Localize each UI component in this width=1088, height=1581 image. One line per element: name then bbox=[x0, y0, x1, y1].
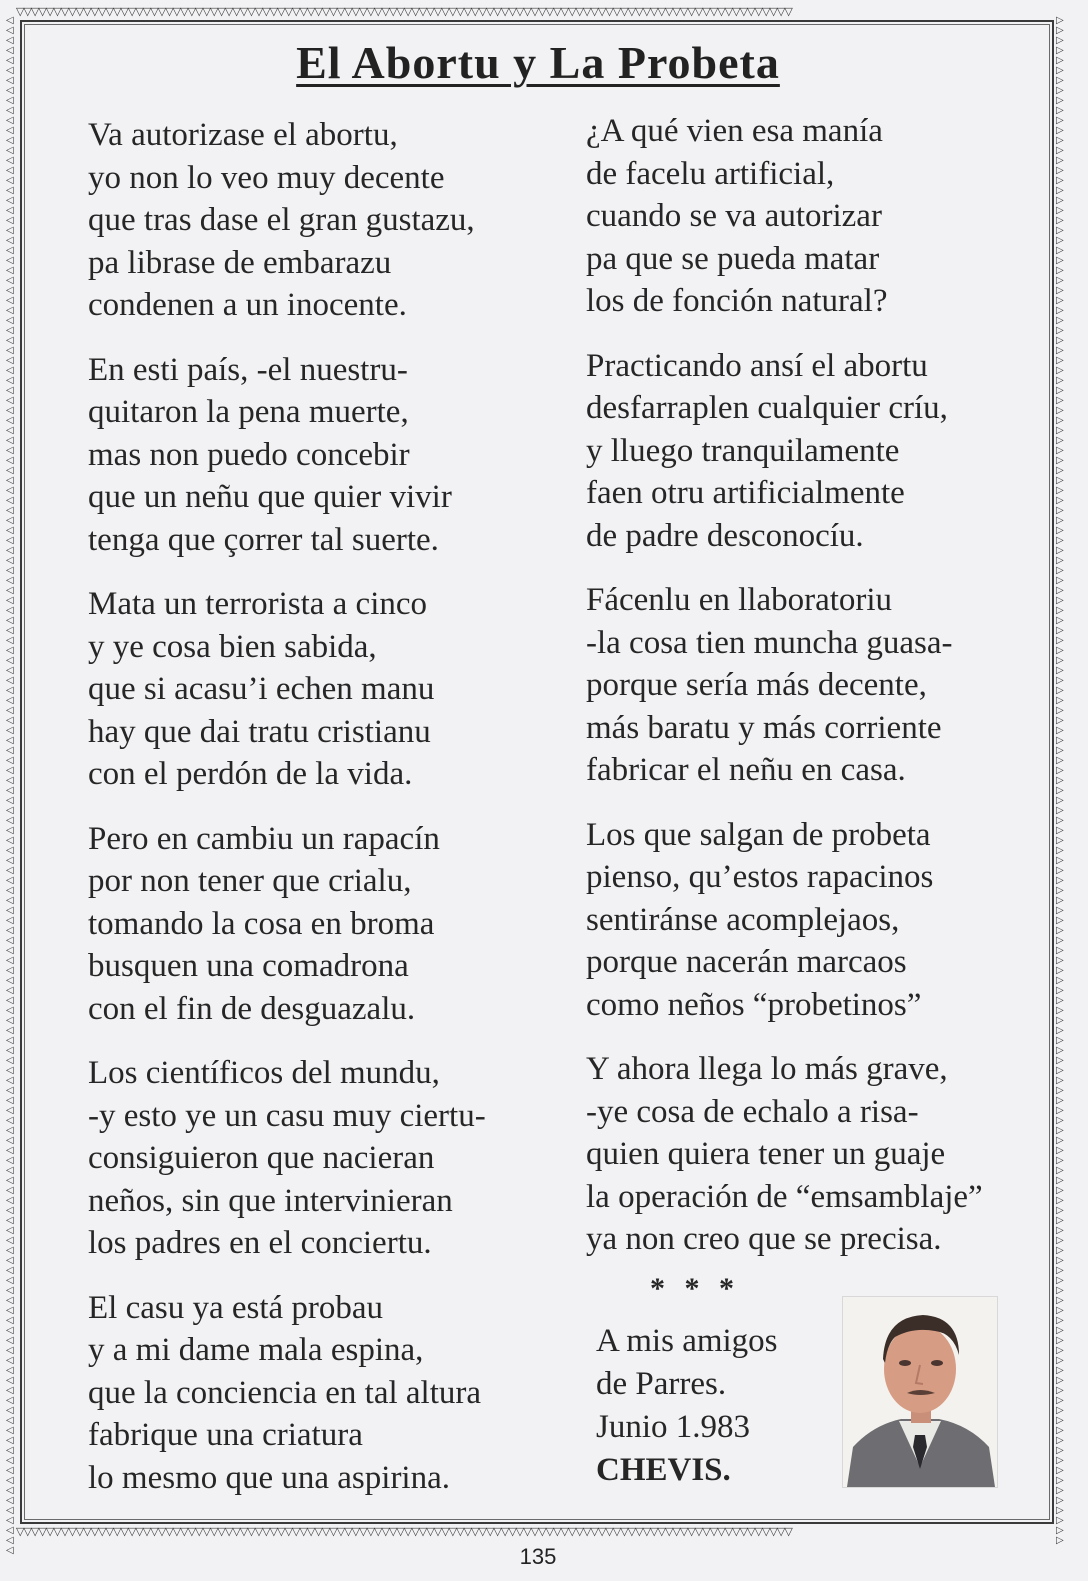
right-column bbox=[586, 110, 1026, 1283]
verse-line: faen otru artificialmente bbox=[586, 475, 905, 511]
dedication-line-2: de Parres. bbox=[596, 1366, 727, 1402]
frame-border-bottom: ▽▽▽▽▽▽▽▽▽▽▽▽▽▽▽▽▽▽▽▽▽▽▽▽▽▽▽▽▽▽▽▽▽▽▽▽▽▽▽▽▽▽▽▽▽▽▽▽▽▽▽▽▽▽▽▽▽▽▽▽▽▽▽▽▽▽▽▽▽▽▽▽▽▽▽▽▽▽▽▽▽▽▽▽▽▽▽▽▽▽▽▽▽▽▽▽▽▽▽▽▽▽▽▽ bbox=[16, 1525, 792, 1538]
stanza bbox=[88, 818, 558, 1031]
verse-line: porque nacerán marcaos bbox=[586, 944, 907, 980]
verse-line: con el perdón de la vida. bbox=[88, 756, 413, 792]
verse-line: pienso, qu’estos rapacinos bbox=[586, 859, 934, 895]
verse-line: que si acasu’i echen manu bbox=[88, 671, 435, 707]
verse-line: de facelu artificial, bbox=[586, 155, 835, 192]
verse-line: por non tener que crialu, bbox=[88, 863, 412, 899]
verse-line: mas non puedo concebir bbox=[88, 436, 410, 473]
verse-line: condenen a un inocente. bbox=[88, 287, 407, 323]
verse-line: que la conciencia en tal altura bbox=[88, 1374, 482, 1411]
verse-line: cuando se va autorizar bbox=[586, 198, 882, 234]
verse-line: y lluego tranquilamente bbox=[586, 432, 900, 469]
dedication-line-1: A mis amigos bbox=[596, 1323, 778, 1359]
verse-line: consiguieron que nacieran bbox=[88, 1140, 435, 1176]
verse-line: -y esto ye un casu muy ciertu- bbox=[88, 1097, 486, 1134]
verse-line: Va autorizase el abortu, bbox=[88, 117, 398, 153]
stanza bbox=[586, 1048, 1026, 1261]
verse-line: con el fin de desguazalu. bbox=[88, 990, 416, 1027]
verse-line: En esti país, -el nuestru- bbox=[88, 351, 408, 388]
dedication-block bbox=[596, 1320, 778, 1492]
verse-line: Los científicos del mundu, bbox=[88, 1055, 440, 1091]
verse-line: más baratu y más corriente bbox=[586, 709, 942, 746]
verse-line: como neños “probetinos” bbox=[586, 986, 922, 1023]
page-number: 135 bbox=[519, 1544, 557, 1569]
verse-line: pa librase de embarazu bbox=[88, 244, 392, 281]
author-signature: CHEVIS. bbox=[596, 1452, 731, 1488]
verse-line: tenga que çorrer tal suerte. bbox=[88, 521, 439, 558]
verse-line: fabricar el neñu en casa. bbox=[586, 752, 906, 788]
stanza bbox=[88, 583, 558, 796]
verse-line: quitaron la pena muerte, bbox=[88, 394, 409, 430]
verse-line: yo non lo veo muy decente bbox=[88, 159, 445, 196]
verse-line: porque sería más decente, bbox=[586, 667, 927, 703]
verse-line: busquen una comadrona bbox=[88, 948, 409, 984]
stanza bbox=[88, 349, 558, 562]
frame-border-right: ▷▷▷▷▷▷▷▷▷▷▷▷▷▷▷▷▷▷▷▷▷▷▷▷▷▷▷▷▷▷▷▷▷▷▷▷▷▷▷▷▷▷▷▷▷▷▷▷▷▷▷▷▷▷▷▷▷▷▷▷▷▷▷▷▷▷▷▷▷▷▷▷▷▷▷▷▷▷▷▷▷▷▷▷▷▷▷▷▷▷▷▷▷▷▷▷▷▷▷▷▷▷▷▷▷▷▷▷▷▷▷▷▷▷▷▷▷▷▷▷▷▷▷▷▷▷▷▷▷▷▷▷▷▷▷▷▷▷▷▷▷▷▷▷▷▷▷▷▷▷▷▷▷ bbox=[1056, 15, 1063, 1546]
stanza bbox=[88, 1052, 558, 1265]
verse-line: Mata un terrorista a cinco bbox=[88, 586, 428, 622]
verse-line: fabrique una criatura bbox=[88, 1417, 363, 1453]
verse-line: desfarraplen cualquier críu, bbox=[586, 390, 948, 426]
verse-line: El casu ya está probau bbox=[88, 1289, 384, 1326]
stanza bbox=[586, 110, 1026, 323]
verse-line: tomando la cosa en broma bbox=[88, 905, 435, 942]
verse-line: ¿A qué vien esa manía bbox=[586, 113, 883, 149]
verse-line: quien quiera tener un guaje bbox=[586, 1136, 946, 1172]
portrait-image bbox=[843, 1297, 997, 1487]
verse-line: pa que se pueda matar bbox=[586, 240, 880, 277]
stanza bbox=[586, 345, 1026, 558]
verse-line: sentiránse acomplejaos, bbox=[586, 901, 900, 938]
verse-line: la operación de “emsamblaje” bbox=[586, 1178, 983, 1215]
poem-title: El Abortu y La Probeta bbox=[296, 37, 780, 88]
verse-line: y ye cosa bien sabida, bbox=[88, 628, 377, 665]
stanza bbox=[586, 579, 1026, 792]
stanza bbox=[586, 814, 1026, 1027]
stanza bbox=[88, 114, 558, 327]
dedication-date: Junio 1.983 bbox=[596, 1409, 751, 1445]
verse-line: Pero en cambiu un rapacín bbox=[88, 820, 440, 857]
verse-line: ya non creo que se precisa. bbox=[586, 1221, 942, 1257]
verse-line: de padre desconocíu. bbox=[586, 517, 864, 554]
verse-line: Los que salgan de probeta bbox=[586, 816, 931, 853]
verse-line: -ye cosa de echalo a risa- bbox=[586, 1093, 919, 1130]
verse-line: los de fonción natural? bbox=[586, 283, 888, 319]
left-column bbox=[88, 114, 558, 1521]
verse-line: Fácenlu en llaboratoriu bbox=[586, 582, 893, 618]
verse-line: y a mi dame mala espina, bbox=[88, 1332, 424, 1368]
stanza bbox=[88, 1287, 558, 1500]
verse-line: lo mesmo que una aspirina. bbox=[88, 1459, 451, 1496]
verse-line: que tras dase el gran gustazu, bbox=[88, 202, 475, 238]
verse-line: los padres en el conciertu. bbox=[88, 1225, 432, 1261]
separator-stars: * * * bbox=[650, 1272, 740, 1305]
verse-line: Y ahora llega lo más grave, bbox=[586, 1051, 948, 1087]
frame-border-left: ◁◁◁◁◁◁◁◁◁◁◁◁◁◁◁◁◁◁◁◁◁◁◁◁◁◁◁◁◁◁◁◁◁◁◁◁◁◁◁◁◁◁◁◁◁◁◁◁◁◁◁◁◁◁◁◁◁◁◁◁◁◁◁◁◁◁◁◁◁◁◁◁◁◁◁◁◁◁◁◁◁◁◁◁◁◁◁◁◁◁◁◁◁◁◁◁◁◁◁◁◁◁◁◁◁◁◁◁◁◁◁◁◁◁◁◁◁◁◁◁◁◁◁◁◁◁◁◁◁◁◁◁◁◁◁◁◁◁◁◁◁◁◁◁◁◁◁◁◁◁◁◁◁◁ bbox=[6, 15, 13, 1556]
frame-border-top: ▽▽▽▽▽▽▽▽▽▽▽▽▽▽▽▽▽▽▽▽▽▽▽▽▽▽▽▽▽▽▽▽▽▽▽▽▽▽▽▽▽▽▽▽▽▽▽▽▽▽▽▽▽▽▽▽▽▽▽▽▽▽▽▽▽▽▽▽▽▽▽▽▽▽▽▽▽▽▽▽▽▽▽▽▽▽▽▽▽▽▽▽▽▽▽▽▽▽▽▽▽▽▽▽ bbox=[16, 5, 792, 18]
verse-line: que un neñu que quier vivir bbox=[88, 479, 452, 515]
verse-line: Practicando ansí el abortu bbox=[586, 347, 928, 384]
author-portrait-photo bbox=[842, 1296, 998, 1488]
verse-line: -la cosa tien muncha guasa- bbox=[586, 624, 953, 661]
verse-line: hay que dai tratu cristianu bbox=[88, 713, 431, 750]
verse-line: neños, sin que intervinieran bbox=[88, 1182, 453, 1219]
